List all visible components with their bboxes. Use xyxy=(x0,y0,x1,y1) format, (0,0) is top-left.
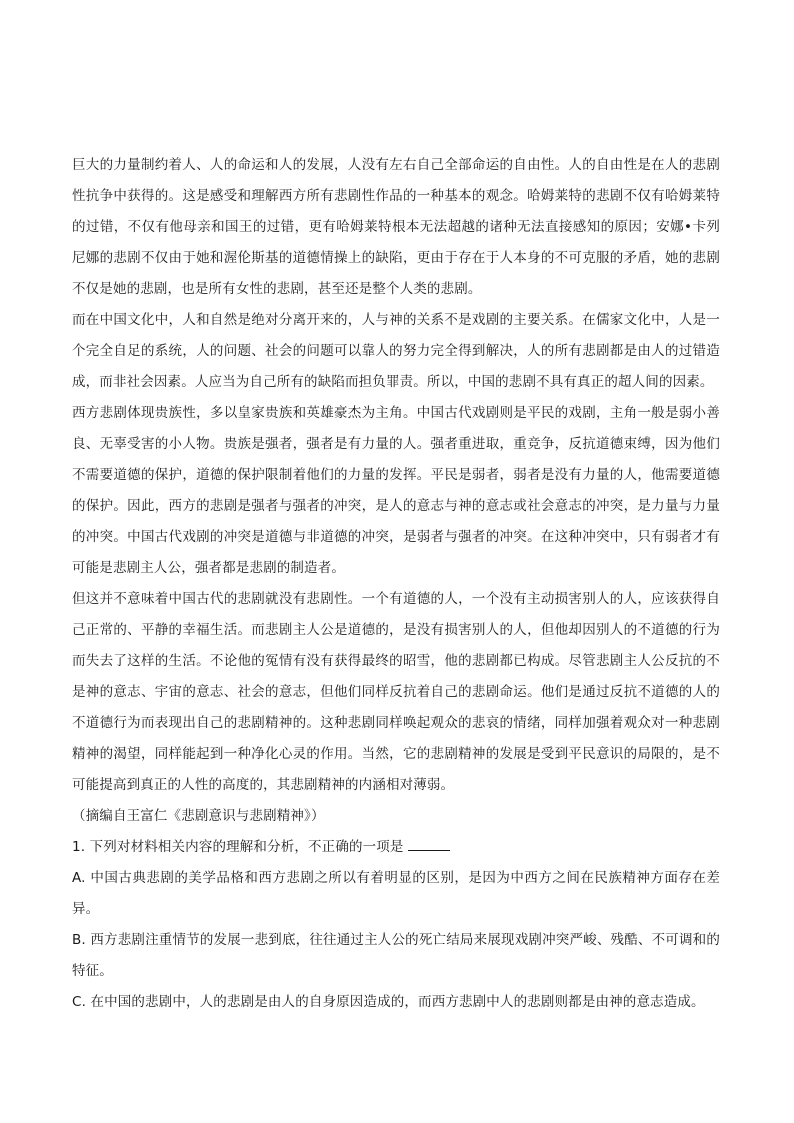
option-b: B. 西方悲剧注重情节的发展一悲到底，往往通过主人公的死亡结局来展现戏剧冲突严峻、残酷、不可调和的特征。 xyxy=(72,932,720,979)
question-stem-text: 1. 下列对材料相关内容的理解和分析，不正确的一项是 xyxy=(72,839,404,855)
answer-blank[interactable] xyxy=(408,836,450,851)
question-stem xyxy=(72,832,720,863)
source-citation: （摘编自王富仁《悲剧意识与悲剧精神》） xyxy=(72,808,325,824)
paragraph-3: 西方悲剧体现贵族性，多以皇家贵族和英雄豪杰为主角。中国古代戏剧则是平民的戏剧，主角一般是弱小善良、无辜受害的小人物。贵族是强者，强者是有力量的人。强者重进取，重竞争，反抗道德束缚，因为他们不需要道德的保护，道德的保护限制着他们的力量的发挥。平民是弱者，弱者是没有力量的人，他需要道德的保护。因此，西方的悲剧是强者与强者的冲突，是人的意志与神的意志或社会意志的冲突，是力量与力量的冲突。中国古代戏剧的冲突是道德与非道德的冲突，是弱者与强者的冲突。在这种冲突中，只有弱者才有可能是悲剧主人公，强者都是悲剧的制造者。 xyxy=(72,405,720,576)
paragraph-2: 而在中国文化中，人和自然是绝对分离开来的，人与神的关系不是戏剧的主要关系。在儒家文化中，人是一个完全自足的系统，人的问题、社会的问题可以靠人的努力完全得到解决，人的所有悲剧都是由人的过错造成，而非社会因素。人应当为自己所有的缺陷而担负罪责。所以，中国的悲剧不具有真正的超人间的因素。 xyxy=(72,312,720,390)
document-page xyxy=(72,150,720,1018)
option-c: C. 在中国的悲剧中，人的悲剧是由人的自身原因造成的，而西方悲剧中人的悲剧则都是由神的意志造成。 xyxy=(72,994,705,1010)
paragraph-4: 但这并不意味着中国古代的悲剧就没有悲剧性。一个有道德的人，一个没有主动损害别人的人，应该获得自己正常的、平静的幸福生活。而悲剧主人公是道德的，是没有损害别人的人，但他却因别人的不道德的行为而失去了这样的生活。不论他的冤情有没有获得最终的昭雪，他的悲剧都已构成。尽管悲剧主人公反抗的不是神的意志、宇宙的意志、社会的意志，但他们同样反抗着自己的悲剧命运。他们是通过反抗不道德的人的不道德行为而表现出自己的悲剧精神的。这种悲剧同样唤起观众的悲哀的情绪，同样加强着观众对一种悲剧精神的渴望，同样能起到一种净化心灵的作用。当然，它的悲剧精神的发展是受到平民意识的局限的，是不可能提高到真正的人性的高度的，其悲剧精神的内涵相对薄弱。 xyxy=(72,591,720,793)
option-a: A. 中国古典悲剧的美学品格和西方悲剧之所以有着明显的区别，是因为中西方之间在民族精神方面存在差异。 xyxy=(72,870,720,917)
paragraph-1: 巨大的力量制约着人、人的命运和人的发展，人没有左右自己全部命运的自由性。人的自由性是在人的悲剧性抗争中获得的。这是感受和理解西方所有悲剧性作品的一种基本的观念。哈姆莱特的悲剧不仅有哈姆莱特的过错，不仅有他母亲和国王的过错，更有哈姆莱特根本无法超越的诸种无法直接感知的原因；安娜•卡列尼娜的悲剧不仅由于她和渥伦斯基的道德情操上的缺陷，更由于存在于人本身的不可克服的矛盾，她的悲剧不仅是她的悲剧，也是所有女性的悲剧，甚至还是整个人类的悲剧。 xyxy=(72,157,720,297)
